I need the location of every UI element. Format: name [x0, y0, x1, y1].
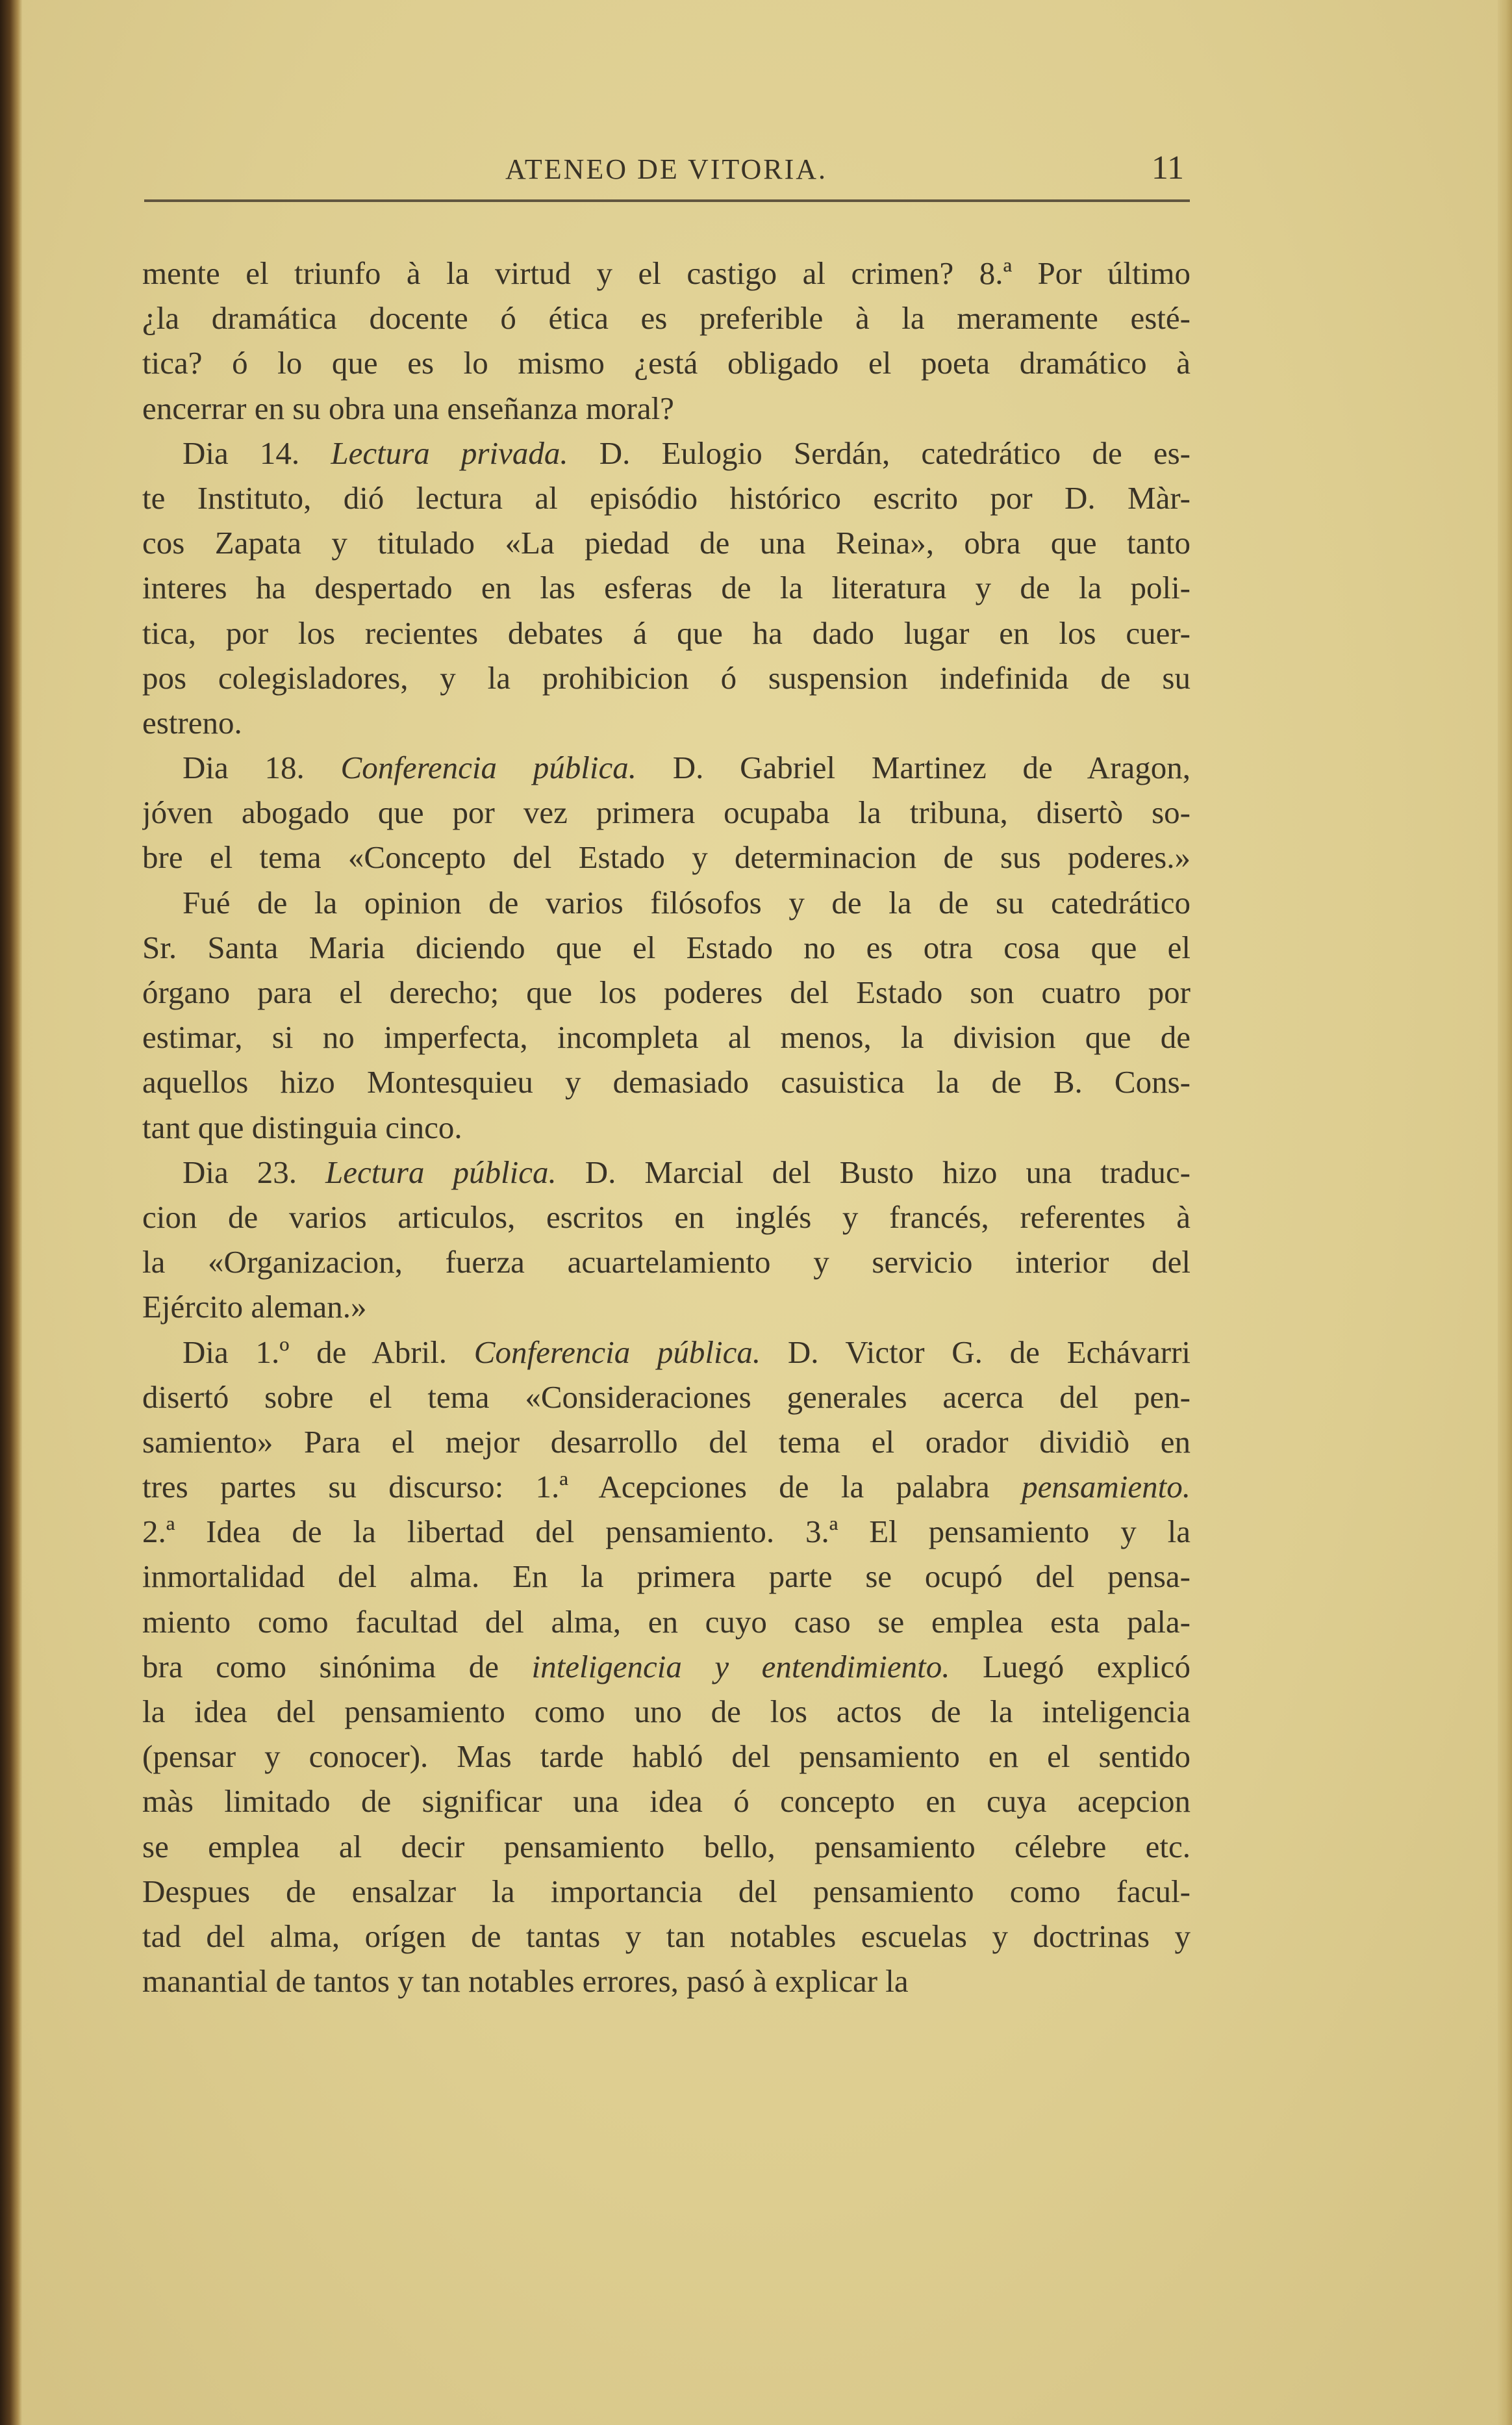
text-segment: te Instituto, dió lectura al episódio histórico escrito por D. Màr-	[142, 479, 1191, 516]
text-line	[142, 1330, 1191, 1375]
text-line	[142, 611, 1191, 655]
paragraph	[142, 1150, 1191, 1330]
text-line	[142, 1644, 1191, 1689]
running-title: ATENEO DE VITORIA.	[505, 153, 827, 185]
text-line	[142, 431, 1191, 476]
text-segment: tres partes su discurso: 1.ª Acepciones de la palabra	[142, 1469, 1022, 1505]
text-segment: D. Marcial del Busto hizo una traduc-	[556, 1154, 1191, 1190]
text-segment: mente el triunfo à la virtud y el castigo al crimen? 8.ª Por último	[142, 255, 1191, 291]
paragraph	[142, 1330, 1191, 2004]
text-line	[142, 700, 1191, 745]
text-line	[142, 745, 1191, 790]
text-segment: ¿la dramática docente ó ética es preferible à la meramente esté-	[142, 300, 1191, 336]
text-line	[142, 476, 1191, 520]
text-line	[142, 790, 1191, 835]
text-segment: cos Zapata y titulado «La piedad de una Reina», obra que tanto	[142, 525, 1191, 561]
text-line	[142, 296, 1191, 340]
text-segment: D. Victor G. de Echávarri	[761, 1334, 1191, 1370]
page-edge	[1498, 0, 1512, 2425]
text-segment: Luegó explicó	[950, 1648, 1191, 1684]
text-segment: inmortalidad del alma. En la primera parte se ocupó del pensa-	[142, 1558, 1191, 1595]
italic-text: Lectura pública.	[325, 1154, 557, 1190]
text-line	[142, 1914, 1191, 1959]
text-segment: Ejército aleman.»	[142, 1289, 367, 1325]
text-line	[142, 925, 1191, 970]
text-segment: Dia 1.º de Abril.	[183, 1334, 474, 1370]
text-segment: disertó sobre el tema «Consideraciones generales acerca del pen-	[142, 1378, 1191, 1415]
text-line	[142, 970, 1191, 1015]
paragraph	[142, 431, 1191, 745]
italic-text: Conferencia pública.	[340, 750, 636, 786]
text-line	[142, 1195, 1191, 1239]
text-line	[142, 1150, 1191, 1195]
text-line	[142, 386, 1191, 431]
text-line	[142, 1689, 1191, 1734]
text-line	[142, 340, 1191, 385]
text-segment: Sr. Santa Maria diciendo que el Estado no es otra cosa que el	[142, 929, 1191, 965]
text-segment: màs limitado de significar una idea ó concepto en cuya acepcion	[142, 1783, 1191, 1820]
text-segment: 2.ª Idea de la libertad del pensamiento. 3.ª El pensamiento y la	[142, 1514, 1191, 1550]
text-line	[142, 1779, 1191, 1823]
text-line	[142, 1015, 1191, 1060]
italic-text: Conferencia pública.	[473, 1334, 761, 1370]
text-line	[142, 1599, 1191, 1644]
text-line	[142, 1509, 1191, 1554]
text-segment: manantial de tantos y tan notables errores, pasó à explicar la	[142, 1963, 909, 2000]
text-segment: tad del alma, orígen de tantas y tan notables escuelas y doctrinas y	[142, 1918, 1191, 1954]
text-segment: bra como sinónima de	[142, 1648, 532, 1684]
page-header	[142, 146, 1191, 198]
body-text	[142, 251, 1191, 2003]
text-line	[142, 251, 1191, 296]
text-line	[142, 1060, 1191, 1104]
text-line	[142, 655, 1191, 700]
text-segment: (pensar y conocer). Mas tarde habló del pensamiento en el sentido	[142, 1738, 1191, 1775]
page-number: 11	[1151, 149, 1184, 186]
text-segment: órgano para el derecho; que los poderes del Estado son cuatro por	[142, 974, 1191, 1010]
text-segment: tant que distinguia cinco.	[142, 1109, 462, 1145]
text-line	[142, 1419, 1191, 1464]
text-line	[142, 1239, 1191, 1284]
italic-text: Lectura privada.	[331, 435, 568, 471]
text-segment: cion de varios articulos, escritos en inglés y francés, referentes à	[142, 1199, 1191, 1235]
text-segment: jóven abogado que por vez primera ocupaba la tribuna, disertò so-	[142, 794, 1191, 831]
text-line	[142, 565, 1191, 610]
text-line	[142, 1554, 1191, 1599]
text-segment: la idea del pensamiento como uno de los actos de la inteligencia	[142, 1694, 1191, 1729]
paragraph	[142, 880, 1191, 1150]
text-segment: D. Eulogio Serdán, catedrático de es-	[568, 435, 1191, 471]
text-line	[142, 520, 1191, 565]
text-segment: Despues de ensalzar la importancia del pensamiento como facul-	[142, 1873, 1191, 1909]
text-segment: Fué de la opinion de varios filósofos y de la de su catedrático	[183, 884, 1191, 920]
text-line	[142, 1824, 1191, 1869]
text-line	[142, 1959, 1191, 2003]
text-segment: D. Gabriel Martinez de Aragon,	[636, 750, 1191, 786]
text-segment: encerrar en su obra una enseñanza moral?	[142, 390, 674, 426]
italic-text: pensamiento.	[1022, 1469, 1191, 1505]
text-segment: la «Organizacion, fuerza acuartelamiento y servicio interior del	[142, 1244, 1191, 1280]
paragraph	[142, 251, 1191, 431]
text-segment: miento como facultad del alma, en cuyo caso se emplea esta pala-	[142, 1603, 1191, 1640]
text-segment: tica? ó lo que es lo mismo ¿está obligado el poeta dramático à	[142, 345, 1191, 381]
text-segment: bre el tema «Concepto del Estado y determinacion de sus poderes.»	[142, 839, 1191, 876]
text-line	[142, 880, 1191, 925]
text-line	[142, 1105, 1191, 1150]
text-segment: Dia 18.	[183, 750, 341, 786]
text-segment: Dia 23.	[183, 1154, 326, 1190]
text-line	[142, 1375, 1191, 1419]
text-segment: estreno.	[142, 704, 242, 741]
text-line	[142, 1869, 1191, 1914]
text-segment: se emplea al decir pensamiento bello, pensamiento célebre etc.	[142, 1828, 1191, 1864]
text-segment: interes ha despertado en las esferas de la literatura y de la poli-	[142, 570, 1191, 606]
text-line	[142, 835, 1191, 880]
text-segment: Dia 14.	[183, 435, 331, 471]
header-rule	[144, 199, 1190, 202]
text-line	[142, 1464, 1191, 1509]
text-line	[142, 1734, 1191, 1779]
book-spine-edge	[0, 0, 22, 2425]
text-segment: pos colegisladores, y la prohibicion ó suspension indefinida de su	[142, 659, 1191, 696]
paragraph	[142, 745, 1191, 880]
text-segment: aquellos hizo Montesquieu y demasiado casuistica la de B. Cons-	[142, 1064, 1191, 1100]
text-segment: samiento» Para el mejor desarrollo del tema el orador dividiò en	[142, 1423, 1191, 1460]
text-segment: tica, por los recientes debates á que ha dado lugar en los cuer-	[142, 615, 1191, 651]
italic-text: inteligencia y entendimiento.	[531, 1648, 950, 1684]
text-line	[142, 1284, 1191, 1329]
text-segment: estimar, si no imperfecta, incompleta al menos, la division que de	[142, 1019, 1191, 1056]
